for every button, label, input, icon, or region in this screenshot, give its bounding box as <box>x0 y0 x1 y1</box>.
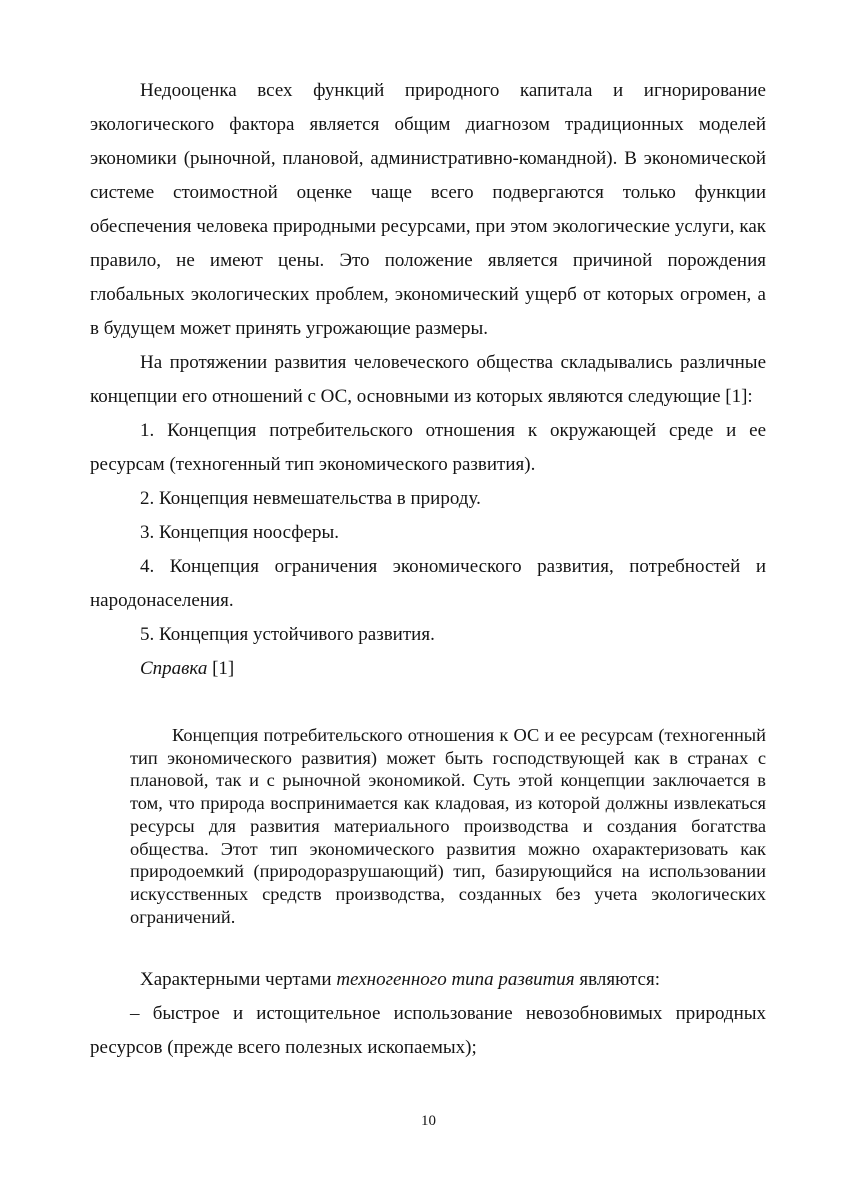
reference-label-italic: Справка <box>140 658 208 679</box>
paragraph-undervaluation: Недооценка всех функций природного капитала и игнорирование экологического фактора является общим диагнозом традиционных моделей экономики (рыночной, плановой, административно-командной). В экономической системе стоимостной оценке чаще всего подвергаются только функции обеспечения человека природными ресурсами, при этом экологические услуги, как правило, не имеют цены. Это положение является причиной порождения глобальных экологических проблем, экономический ущерб от которых огромен, а в будущем может принять угрожающие размеры. <box>90 80 766 339</box>
characteristics-italic: техногенного типа развития <box>336 969 575 990</box>
concept-item-5: 5. Концепция устойчивого развития. <box>140 624 435 645</box>
paragraph-concepts-intro: На протяжении развития человеческого общества складывались различные концепции его отношений с ОС, основными из которых являются следующие [1]: <box>90 352 766 407</box>
body-text <box>90 74 766 686</box>
characteristics-intro <box>90 963 766 997</box>
reference-text: Концепция потребительского отношения к ОС и ее ресурсам (техногенный тип экономического развития) может быть господствующей как в странах с плановой, так и с рыночной экономикой. Суть этой концепции заключается в том, что природа воспринимается как кладовая, из которой должны извлекаться ресурсы для развития материального производства и создания богатства общества. Этот тип экономического развития можно охарактеризовать как природоемкий (природоразрушающий) тип, базирующийся на использовании искусственных средств производства, созданных без учета экологических ограничений. <box>130 725 766 927</box>
characteristics-prefix: Характерными чертами <box>140 969 337 990</box>
concept-item-4: 4. Концепция ограничения экономического развития, потребностей и народонаселения. <box>90 556 766 611</box>
reference-block <box>130 724 766 928</box>
body-text-continued <box>90 963 766 1065</box>
concept-item-2: 2. Концепция невмешательства в природу. <box>140 488 481 509</box>
reference-label-citation: [1] <box>207 658 235 679</box>
characteristics-suffix: являются: <box>574 969 661 990</box>
reference-label <box>90 652 766 686</box>
characteristic-item-1: – быстрое и истощительное использование невозобновимых природных ресурсов (прежде всего полезных ископаемых); <box>90 1003 766 1058</box>
page-number: 10 <box>421 1113 436 1129</box>
concept-item-3: 3. Концепция ноосферы. <box>140 522 340 543</box>
concept-item-1: 1. Концепция потребительского отношения к окружающей среде и ее ресурсам (техногенный тип экономического развития). <box>90 420 766 475</box>
